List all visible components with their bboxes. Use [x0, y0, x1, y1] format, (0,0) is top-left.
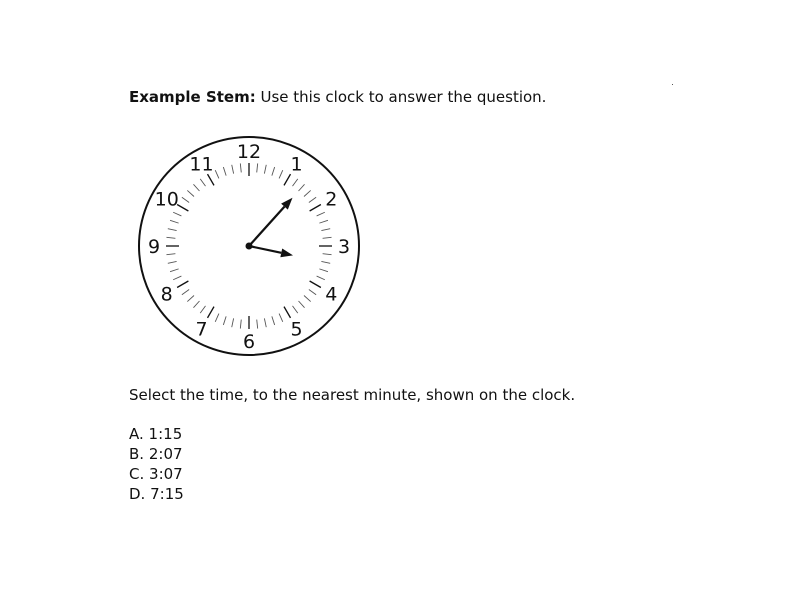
clock-numeral: 1	[290, 153, 303, 176]
option-letter: D.	[129, 485, 146, 503]
clock-numeral: 8	[160, 283, 173, 306]
clock-numeral: 5	[290, 318, 303, 341]
option-letter: A.	[129, 425, 144, 443]
stem-label: Example Stem:	[129, 88, 256, 106]
option-c[interactable]	[129, 464, 184, 484]
option-value: 7:15	[150, 485, 184, 503]
clock-numeral: 10	[154, 188, 179, 211]
option-a[interactable]	[129, 424, 184, 444]
option-letter: C.	[129, 465, 145, 483]
clock-numeral: 3	[337, 236, 351, 258]
question-text: Select the time, to the nearest minute, shown on the clock.	[129, 386, 576, 404]
option-d[interactable]	[129, 484, 184, 504]
option-value: 2:07	[148, 445, 183, 463]
stray-dot	[672, 84, 673, 85]
clock-numeral: 9	[147, 236, 161, 258]
option-letter: B.	[129, 445, 145, 463]
clock-numeral: 12	[236, 141, 262, 163]
question-stem	[129, 87, 546, 107]
option-value: 1:15	[148, 425, 183, 443]
clock-numeral: 4	[325, 283, 338, 306]
clock-numeral: 2	[325, 188, 338, 211]
clock-numeral: 7	[195, 318, 208, 341]
clock-figure	[130, 130, 370, 365]
answer-options	[129, 424, 184, 504]
option-b[interactable]	[129, 444, 184, 464]
clock-numeral: 11	[189, 153, 214, 176]
option-value: 3:07	[149, 465, 183, 483]
stem-text: Use this clock to answer the question.	[255, 88, 547, 106]
clock-numeral: 6	[242, 331, 256, 353]
clock-hub	[246, 243, 253, 250]
